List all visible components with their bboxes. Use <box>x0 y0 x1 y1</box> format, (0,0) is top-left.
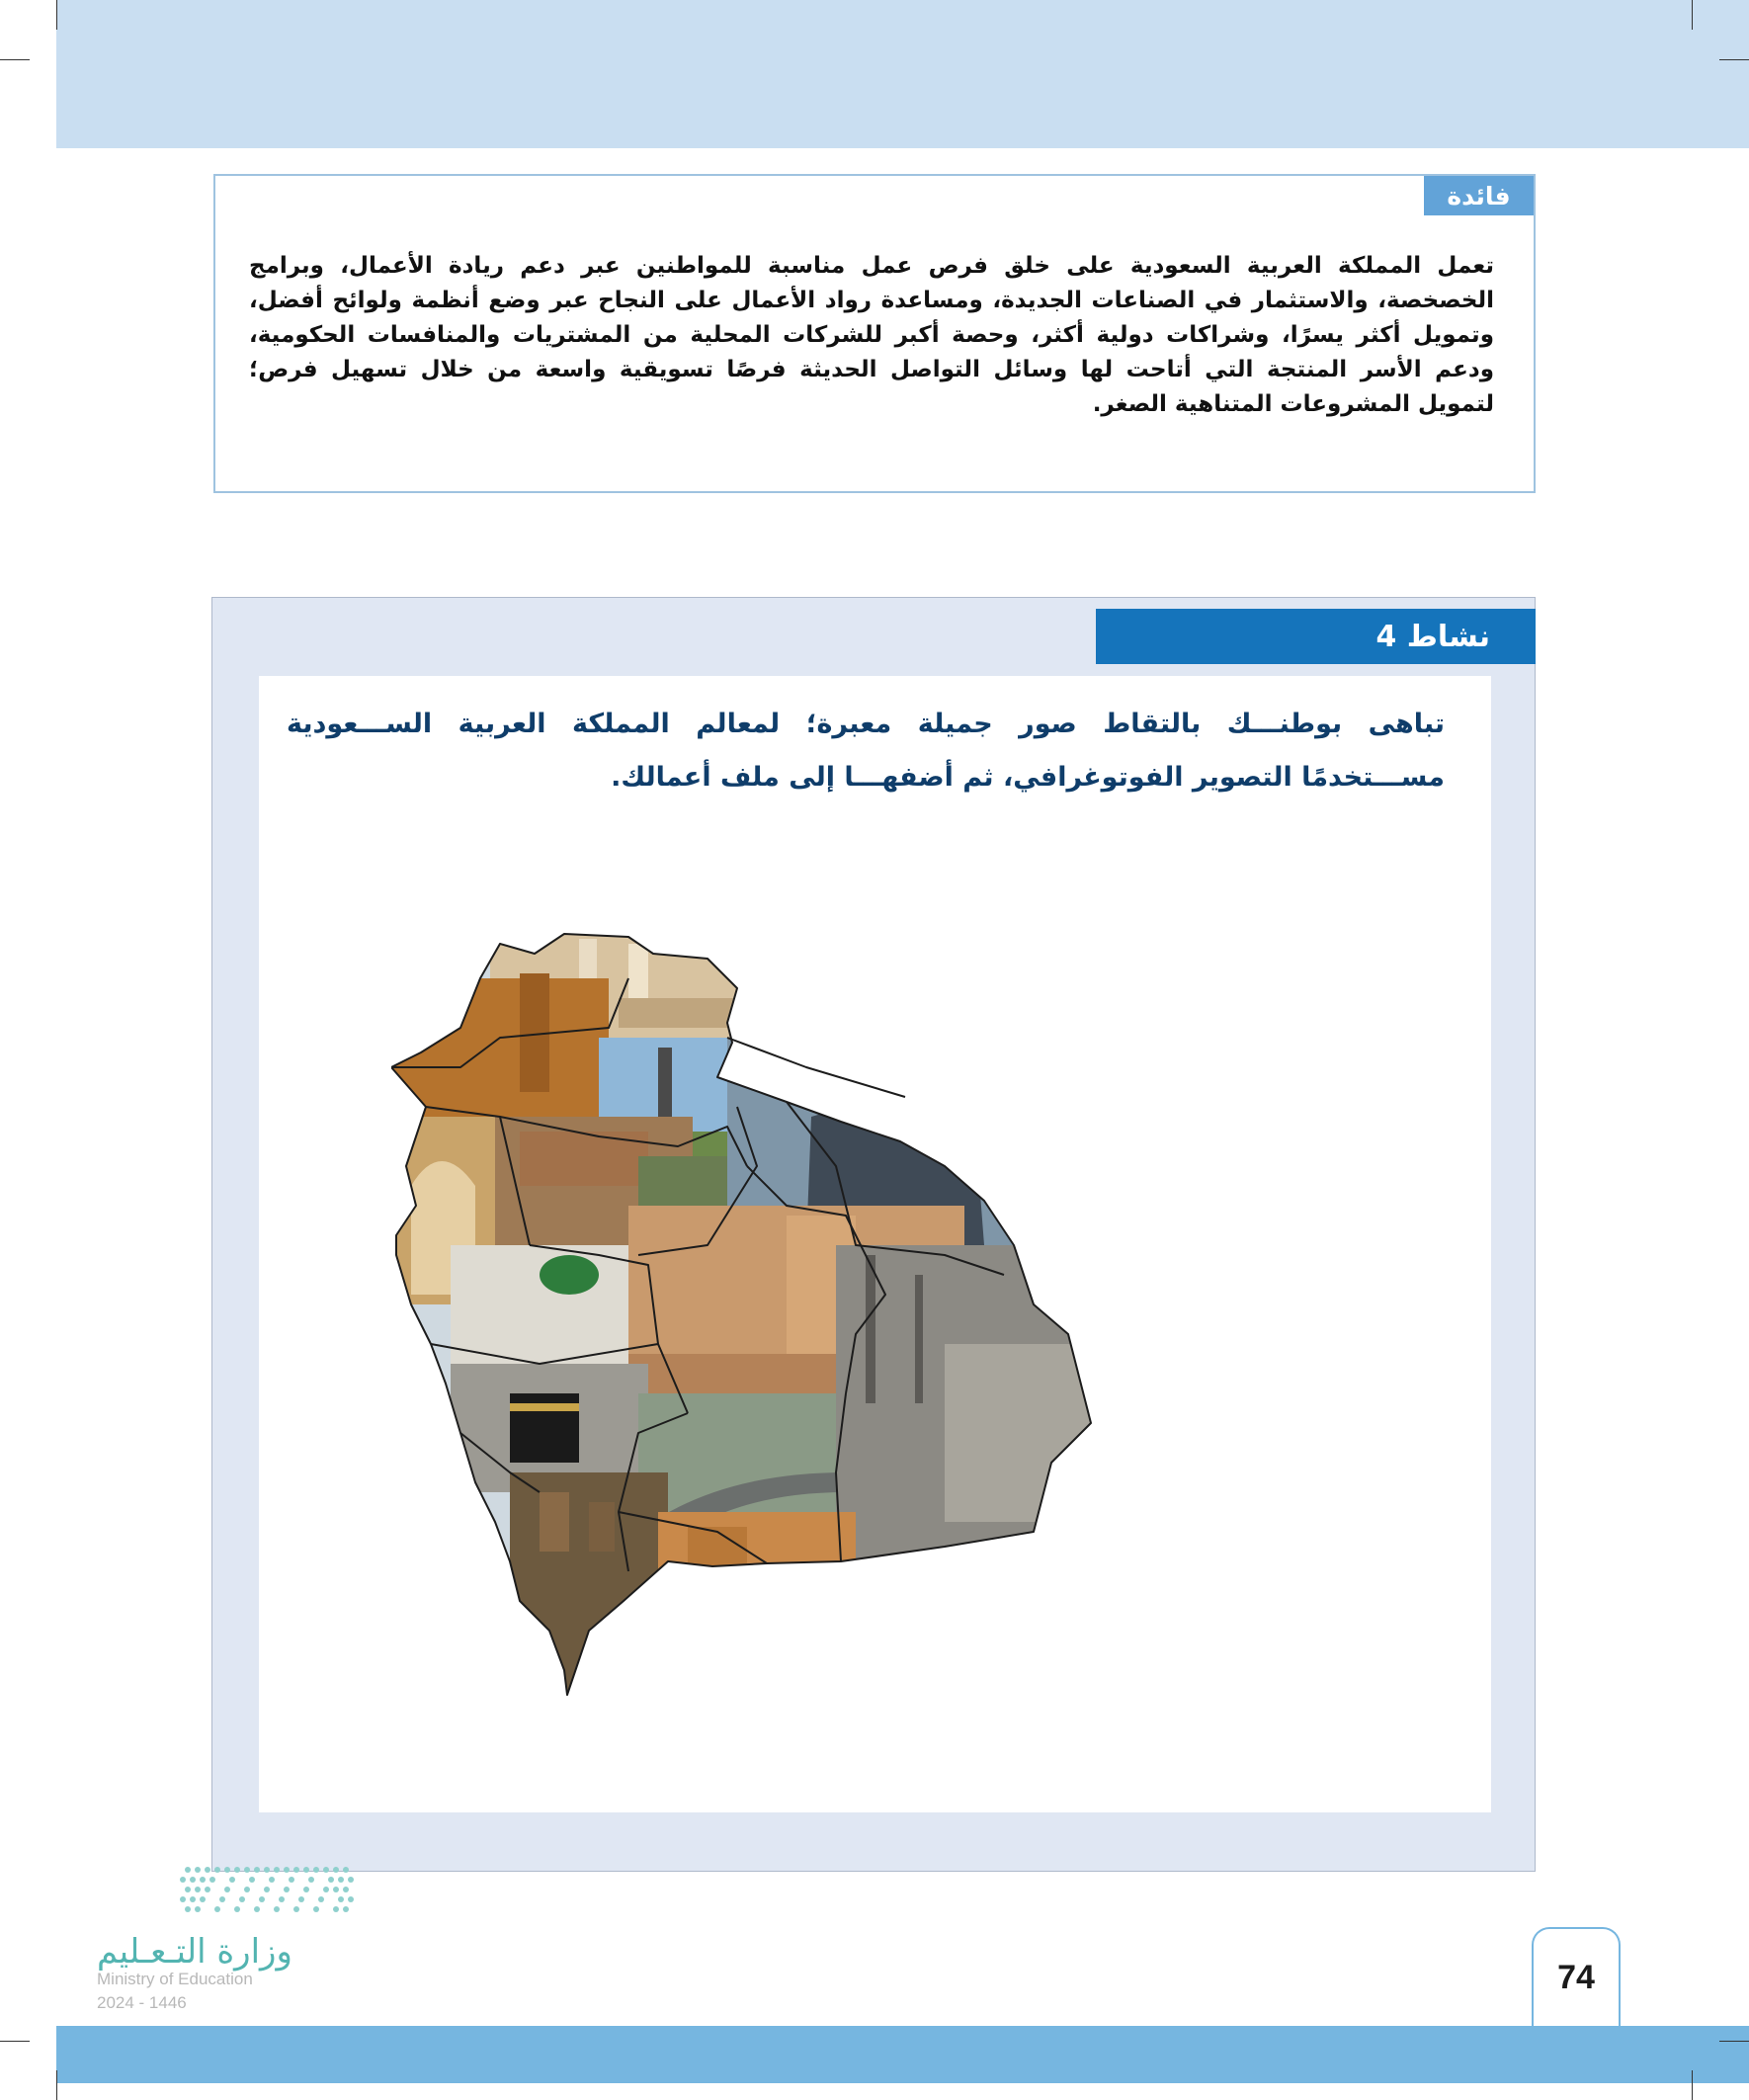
crop-mark <box>0 59 30 60</box>
page-number: 74 <box>1557 1958 1595 1996</box>
ministry-name-english: Ministry of Education <box>97 1970 253 1988</box>
crop-mark <box>1719 2041 1749 2042</box>
activity-instruction-text: تباهى بوطنـــك بالتقاط صور جميلة معبرة؛ لمعالم المملكة العربية الســـعودية مســـتخدمًا التصوير الفوتوغرافي، ثم أضفهـــا إلى ملف أعمالك. <box>287 709 1445 793</box>
ministry-name-arabic: وزارة التـعـليم <box>97 1932 292 1972</box>
crop-mark <box>56 0 57 30</box>
crop-mark <box>0 2041 30 2042</box>
fact-text: تعمل المملكة العربية السعودية على خلق فرص عمل مناسبة للمواطنين عبر دعم ريادة الأعمال، وبرامج الخصخصة، والاستثمار في الصناعات الجديدة، ومساعدة رواد الأعمال على النجاح عبر وضع أنظمة ولوائح أفضل، وتمويل أكثر يسرًا، وشراكات دولية أكثر، وحصة أكبر للشركات المحلية من المشتريات والمنافسات الحكومية، ودعم الأسر المنتجة التي أتاحت لها وسائل التواصل الحديثة فرصًا تسويقية واسعة من خلال تسهيل فرص؛ لتمويل المشروعات المتناهية الصغر. <box>249 253 1494 417</box>
saudi-map-collage <box>391 919 1360 1710</box>
page-number-tab <box>1532 1927 1621 2026</box>
crop-mark <box>56 2070 57 2100</box>
fact-box <box>213 174 1536 493</box>
crop-mark <box>1692 0 1693 30</box>
map-region-prophets-mosque <box>451 1245 638 1364</box>
crop-mark <box>1719 59 1749 60</box>
fact-tab: فائدة <box>1424 176 1534 215</box>
activity-tab: نشاط 4 <box>1096 609 1536 664</box>
crop-mark <box>1692 2070 1693 2100</box>
top-color-band <box>56 0 1749 148</box>
edition-year: 2024 - 1446 <box>97 1993 187 2012</box>
